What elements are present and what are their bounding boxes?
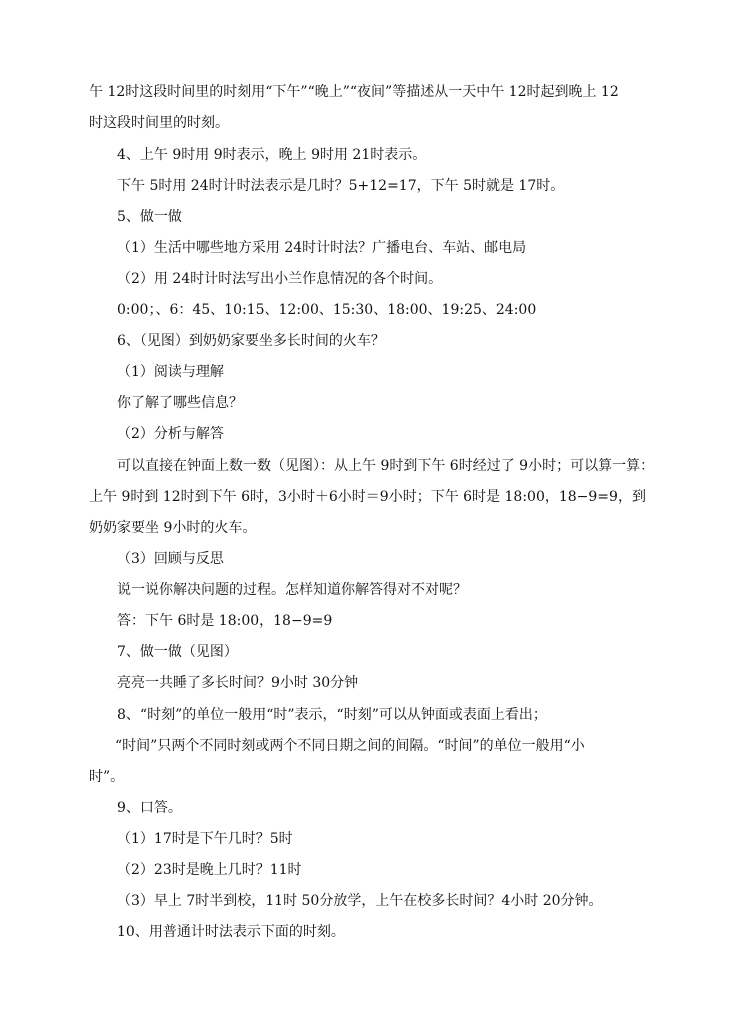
text-line-15: 奶奶家要坐 9小时的火车。 <box>89 520 257 536</box>
text-line-16: （3）回顾与反思 <box>117 551 224 567</box>
text-line-12: （2）分析与解答 <box>117 426 224 442</box>
text-line-21: 8、“时刻”的单位一般用“时”表示，“时刻”可以从钟面或表面上看出； <box>117 707 547 723</box>
text-line-11: 你了解了哪些信息？ <box>117 395 243 411</box>
text-line-20: 亮亮一共睡了多长时间？9小时 30分钟 <box>117 675 359 691</box>
text-line-26: （2）23时是晚上几时？11时 <box>117 862 302 878</box>
text-line-25: （1）17时是下午几时？5时 <box>117 831 293 847</box>
text-line-1: 午 12时这段时间里的时刻用“下午”“晚上”“夜间”等描述从一天中午 12时起到晚上 12 <box>89 84 619 100</box>
text-line-2: 时这段时间里的时刻。 <box>89 115 229 131</box>
text-line-19: 7、做一做（见图） <box>117 644 238 660</box>
text-line-7: （2）用 24时计时法写出小兰作息情况的各个时间。 <box>117 271 443 287</box>
text-line-23: 时”。 <box>89 769 125 785</box>
text-line-5: 5、做一做 <box>117 209 182 225</box>
text-line-6: （1）生活中哪些地方采用 24时计时法？广播电台、车站、邮电局 <box>117 240 527 256</box>
text-line-9: 6、（见图）到奶奶家要坐多长时间的火车？ <box>117 333 385 349</box>
text-line-3: 4、上午 9时用 9时表示，晚上 9时用 21时表示。 <box>117 147 427 163</box>
text-line-18: 答：下午 6时是 18:00，18−9=9 <box>117 613 333 629</box>
text-line-27: （3）早上 7时半到校，11时 50分放学，上午在校多长时间？4小时 20分钟。 <box>117 893 603 909</box>
text-line-4: 下午 5时用 24时计时法表示是几时？5+12=17，下午 5时就是 17时。 <box>117 178 565 194</box>
text-line-14: 上午 9时到 12时到下午 6时，3小时＋6小时＝9小时；下午 6时是 18:00，18−9=9，到 <box>89 489 646 505</box>
text-line-17: 说一说你解决问题的过程。怎样知道你解答得对不对呢？ <box>117 582 467 598</box>
text-line-24: 9、口答。 <box>117 800 182 816</box>
text-line-8: 0:00；、6：45、10:15、12:00、15:30、18:00、19:25、24:00 <box>117 302 537 318</box>
text-line-22: “时间”只两个不同时刻或两个不同日期之间的间隔。“时间”的单位一般用“小 <box>115 738 585 754</box>
text-line-28: 10、用普通计时法表示下面的时刻。 <box>117 924 345 940</box>
text-line-10: （1）阅读与理解 <box>117 364 224 380</box>
text-line-13: 可以直接在钟面上数一数（见图）：从上午 9时到下午 6时经过了 9小时；可以算一算： <box>117 458 655 474</box>
